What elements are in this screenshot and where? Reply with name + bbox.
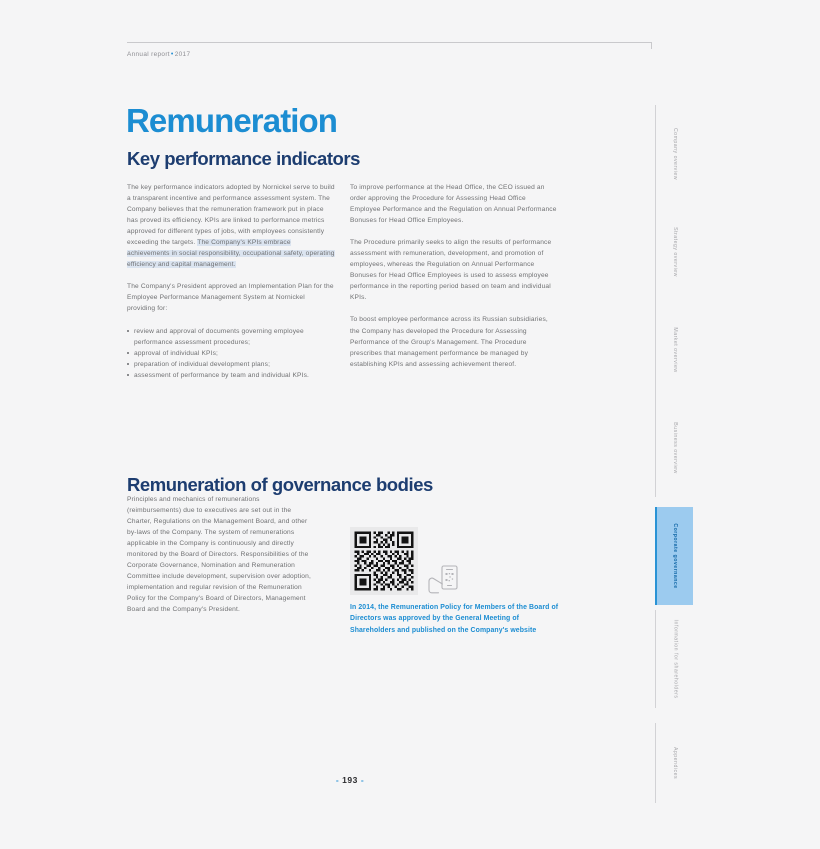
qr-code[interactable]: [350, 527, 418, 595]
sidebar-item-company-overview[interactable]: [655, 105, 693, 203]
page-number-dash-right: -: [360, 775, 365, 785]
sidebar-item-appendices[interactable]: [655, 723, 693, 803]
body-column-left: [127, 182, 335, 381]
running-head-year: 2017: [174, 51, 191, 59]
header-rule: [127, 42, 652, 43]
hand-holding-phone-scan-icon: [426, 560, 460, 600]
page-number-value: 193: [342, 775, 358, 785]
paragraph-russian-subsidiaries: To boost employee performance across its Russian subsidiaries, the Company has developed the Procedure for Assessing Performance of the Group's Management. The Procedure prescribes that management performance be managed by establishing KPIs and assessing achievement thereof.: [350, 316, 548, 368]
paragraph-principles-mechanics: Principles and mechanics of remunerations (reimbursements) due to executives are set out in the Charter, Regulations on the Management Board, and other by-laws of the Company. The system of remunerations applicable in the Company is continuously and directly monitored by the Board of Directors. Responsibilities of the Corporate Governance, Nomination and Remuneration Committee include development, supervision over adoption, implementation and regular revision of the Remuneration Policy for the Company's Board of Directors, Management Board and the Company's President.: [127, 496, 311, 614]
paragraph-procedure-alignment: The Procedure primarily seeks to align the results of performance assessment with remuneration, development, and promotion of employees, whereas the Regulation on Annual Performance Bonuses for Head Office Employees is used to assess employee performance in the reporting period based on team and individual KPIs.: [350, 239, 552, 302]
highlighted-sentence: The Company's KPIs embrace achievements in social responsibility, occupational safety, operating efficiency and capital management.: [127, 239, 335, 269]
sidebar-item-corporate-governance[interactable]: [655, 507, 693, 605]
page-number: [0, 775, 700, 785]
page-number-dash-left: -: [335, 775, 340, 785]
side-tab-navigation: [655, 105, 695, 795]
paragraph-implementation-plan: The Company's President approved an Implementation Plan for the Employee Performance Management System at Nornickel providing for:: [127, 283, 334, 313]
paragraph-head-office: To improve performance at the Head Office, the CEO issued an order approving the Procedure for Assessing Head Office Employee Performance and the Regulation on Annual Performance Bonuses for Head Office Employees.: [350, 184, 557, 225]
body-column-right: [350, 182, 558, 370]
sidebar-item-label: Business overview: [671, 422, 678, 474]
header-rule-end-tick: [651, 42, 652, 49]
qr-code-caption: In 2014, the Remuneration Policy for Members of the Board of Directors was approved by the General Meeting of Shareholders and published on the Company's website: [350, 604, 559, 634]
section-title-governance-remuneration: Remuneration of governance bodies: [127, 474, 433, 496]
sidebar-item-label: Strategy overview: [671, 227, 678, 277]
qr-code-block: [350, 527, 418, 595]
list-item: approval of individual KPIs;: [127, 348, 335, 359]
sidebar-item-label: Information for shareholders: [671, 619, 678, 699]
list-item: assessment of performance by team and individual KPIs.: [127, 370, 335, 381]
running-head-title: Annual report: [127, 51, 170, 59]
list-item: preparation of individual development plans;: [127, 359, 335, 370]
running-head-separator-dot: •: [170, 51, 174, 58]
running-head: [127, 51, 190, 58]
sidebar-item-market-overview[interactable]: [655, 301, 693, 399]
page-title: Remuneration: [126, 102, 338, 140]
sidebar-item-information-for-shareholders[interactable]: [655, 610, 693, 708]
sidebar-item-label: Corporate governance: [672, 523, 678, 589]
body-column-governance: [127, 494, 313, 616]
paragraph-kpi-intro-text: The key performance indicators adopted by Nornickel serve to build a transparent incentive and performance assessment system. The Company believes that the remuneration framework put in place has proved its efficiency. KPIs are linked to performance metrics approved for different types of jobs, with employees consistently exceeding the targets.: [127, 184, 335, 247]
list-item: review and approval of documents governing employee performance assessment procedures;: [127, 326, 335, 348]
sidebar-item-business-overview[interactable]: [655, 399, 693, 497]
scan-icon-graphic: [426, 560, 460, 600]
paragraph-kpi-intro: [127, 182, 335, 270]
sidebar-item-strategy-overview[interactable]: [655, 203, 693, 301]
implementation-plan-bullet-list: [127, 326, 335, 381]
section-subtitle-kpi: Key performance indicators: [127, 148, 360, 170]
sidebar-item-label: Company overview: [671, 127, 678, 181]
qr-code-graphic: [350, 527, 418, 595]
sidebar-item-label: Appendices: [671, 746, 678, 780]
sidebar-item-label: Market overview: [671, 327, 678, 373]
